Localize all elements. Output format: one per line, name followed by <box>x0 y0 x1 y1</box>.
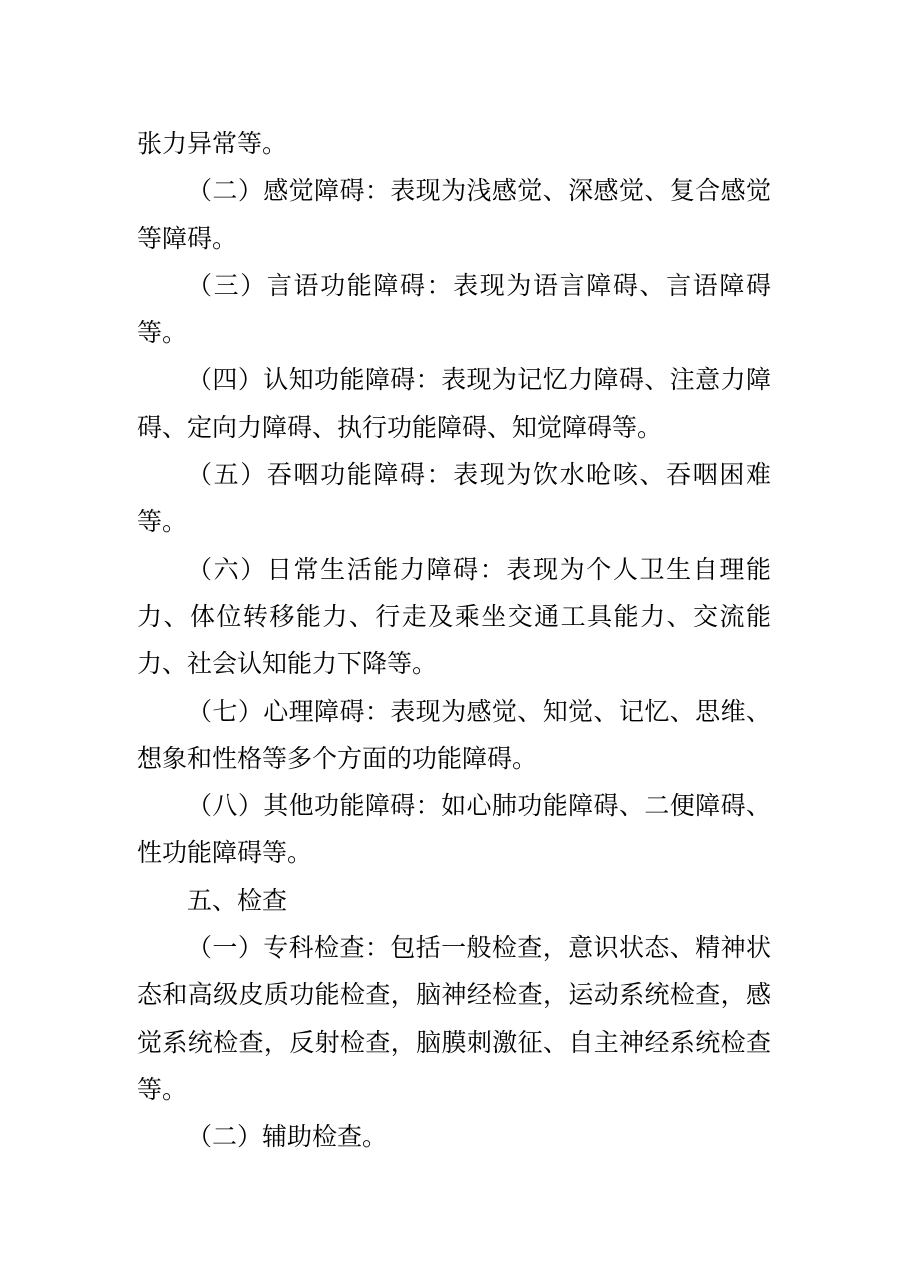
paragraph-auxiliary-exam: （二）辅助检查。 <box>187 1122 388 1152</box>
paragraph-sensory-disorder: （二）感觉障碍：表现为浅感觉、深感觉、复合感觉等障碍。 <box>137 176 771 253</box>
paragraph-specialty-exam: （一）专科检查：包括一般检查，意识状态、精神状态和高级皮质功能检查，脑神经检查，运动系统检查，感觉系统检查，反射检查，脑膜刺激征、自主神经系统检查等。 <box>137 933 771 1104</box>
paragraph-continuation: 张力异常等。 <box>137 129 288 158</box>
paragraph-swallowing-disorder: （五）吞咽功能障碍：表现为饮水呛咳、吞咽困难等。 <box>137 460 771 537</box>
body-text <box>137 120 771 1161</box>
paragraph-psychological-disorder: （七）心理障碍：表现为感觉、知觉、记忆、思维、想象和性格等多个方面的功能障碍。 <box>137 696 771 773</box>
paragraph-other-disorders: （八）其他功能障碍：如心肺功能障碍、二便障碍、性功能障碍等。 <box>137 791 771 868</box>
paragraph-cognitive-disorder: （四）认知功能障碍：表现为记忆力障碍、注意力障碍、定向力障碍、执行功能障碍、知觉障碍等。 <box>137 365 771 442</box>
section-heading-examination: 五、检查 <box>187 885 288 915</box>
paragraph-daily-living-disorder: （六）日常生活能力障碍：表现为个人卫生自理能力、体位转移能力、行走及乘坐交通工具能力、交流能力、社会认知能力下降等。 <box>137 554 771 679</box>
paragraph-speech-disorder: （三）言语功能障碍：表现为语言障碍、言语障碍等。 <box>137 270 771 348</box>
